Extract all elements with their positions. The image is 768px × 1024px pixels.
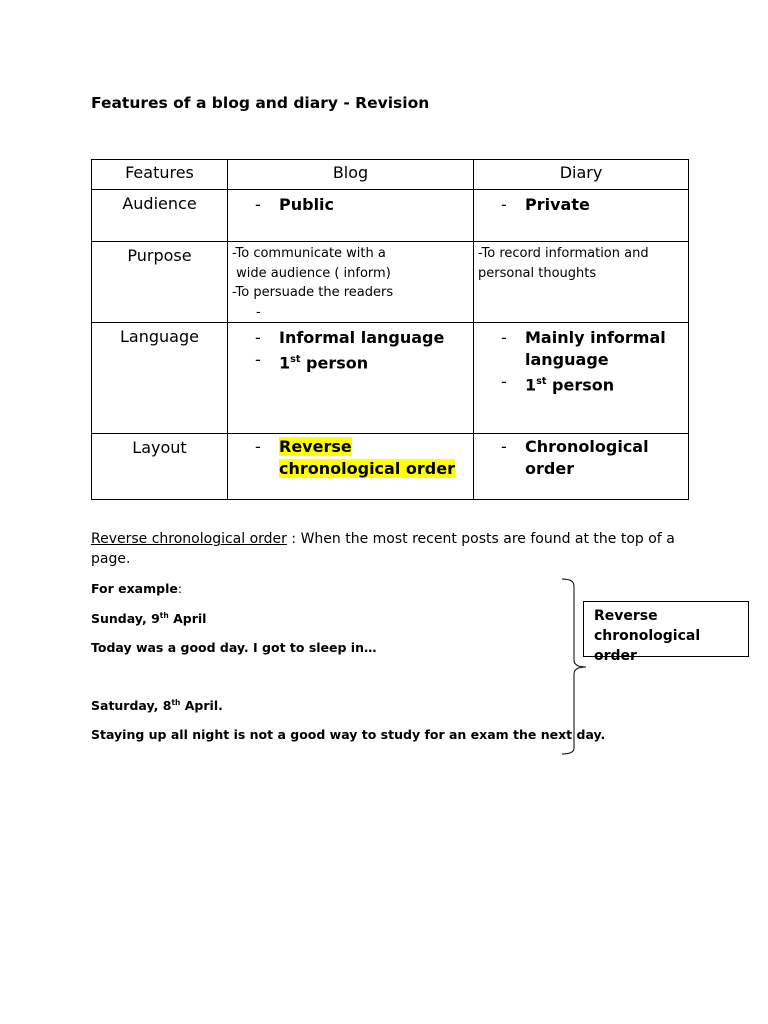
list-item: - Public (228, 194, 473, 216)
diary-purpose: -To record information and personal thoughts (474, 242, 689, 323)
ordinal-suffix: st (536, 376, 547, 387)
date-post: April (168, 611, 207, 627)
definition-term: Reverse chronological order (91, 531, 287, 547)
table-row-layout (92, 434, 689, 500)
feature-audience: Audience (92, 190, 228, 242)
feature-language: Language (92, 323, 228, 434)
example-label-colon: : (177, 581, 183, 596)
date-post: April. (180, 698, 223, 714)
list-item: - Chronological order (474, 436, 688, 480)
example-label (91, 581, 182, 596)
purpose-line: - (256, 304, 261, 320)
date-pre: Sunday, 9 (91, 611, 160, 627)
ordinal-suffix: st (290, 354, 301, 365)
ordinal-number: 1 (525, 375, 537, 395)
list-item: - Mainly informal language (474, 327, 688, 371)
header-blog: Blog (228, 160, 474, 190)
example-entry1-text: Today was a good day. I got to sleep in… (91, 640, 377, 655)
callout-box: Reverse chronological order (583, 601, 749, 657)
highlighted-text: Reverse chronological order (279, 437, 455, 478)
table-row-language (92, 323, 689, 434)
example-entry2-date (91, 698, 223, 713)
purpose-line: -To persuade the readers (232, 285, 394, 300)
header-features: Features (92, 160, 228, 190)
feature-purpose: Purpose (92, 242, 228, 323)
definition-separator: : (286, 531, 301, 547)
list-item: - Informal language (228, 327, 473, 349)
diary-layout (474, 434, 689, 500)
purpose-line: wide audience ( inform) (232, 265, 391, 281)
ordinal-number: 1 (279, 353, 291, 373)
diary-audience (474, 190, 689, 242)
diary-language (474, 323, 689, 434)
list-item (228, 436, 473, 480)
blog-layout (228, 434, 474, 500)
example-entry1-date (91, 611, 206, 626)
example-entry2-text: Staying up all night is not a good way to study for an exam the next day. (91, 727, 606, 742)
definition-text: When the most recent posts are found at the top of a page. (91, 531, 675, 567)
blog-purpose (228, 242, 474, 323)
list-item: - Private (474, 194, 688, 216)
table-header-row (92, 160, 689, 190)
date-pre: Saturday, 8 (91, 698, 172, 714)
header-diary: Diary (474, 160, 689, 190)
ordinal-rest: person (546, 375, 615, 395)
page-title: Features of a blog and diary - Revision (91, 94, 430, 112)
example-label-text: For example (91, 581, 178, 596)
table-row-purpose (92, 242, 689, 323)
feature-layout: Layout (92, 434, 228, 500)
date-sup: th (171, 698, 181, 707)
purpose-line: -To communicate with a (232, 246, 386, 261)
list-item (474, 371, 688, 396)
blog-language (228, 323, 474, 434)
table-row-audience (92, 190, 689, 242)
list-item (228, 349, 473, 374)
features-table (91, 159, 689, 500)
ordinal-rest: person (300, 353, 369, 373)
date-sup: th (159, 611, 169, 620)
blog-audience (228, 190, 474, 242)
definition (91, 529, 681, 569)
